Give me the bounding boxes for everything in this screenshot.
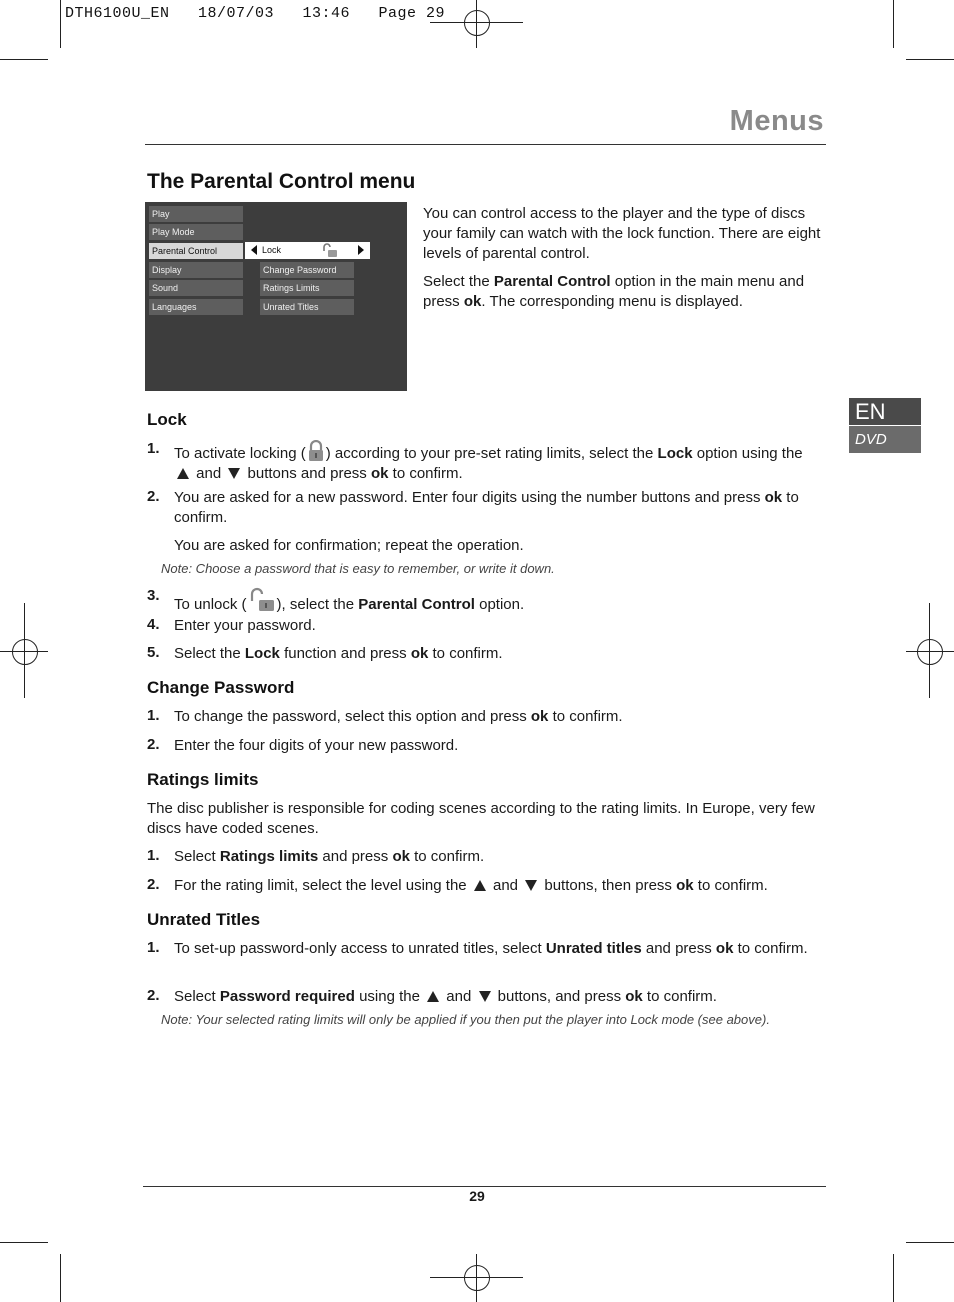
- print-stamp: DTH6100U_EN 18/07/03 13:46 Page 29: [65, 5, 446, 22]
- up-arrow-icon: [427, 991, 439, 1002]
- section-code: DVD: [849, 426, 921, 453]
- step-number: 5.: [147, 644, 160, 661]
- lock-step-3: To unlock ( ), select the Parental Control option.: [174, 587, 824, 615]
- step-number: 3.: [147, 587, 160, 604]
- step-number: 1.: [147, 707, 160, 724]
- submenu-item: Unrated Titles: [260, 299, 354, 315]
- lock-value-bar: [245, 242, 370, 259]
- page-title: The Parental Control menu: [147, 170, 416, 193]
- step-number: 2.: [147, 876, 160, 893]
- unrated-step-1: To set-up password-only access to unrated titles, select Unrated titles and press ok to confirm.: [174, 940, 808, 957]
- language-code: EN: [849, 398, 921, 425]
- down-arrow-icon: [228, 468, 240, 479]
- intro-paragraph-2: Select the Parental Control option in the main menu and press ok. The corresponding menu is displayed.: [423, 273, 805, 310]
- step-number: 1.: [147, 847, 160, 864]
- page-number: 29: [469, 1188, 485, 1204]
- lock-step-2: You are asked for a new password. Enter four digits using the number buttons and press ok to confirm.: [174, 489, 799, 526]
- step-number: 1.: [147, 939, 160, 956]
- section-title: Menus: [729, 105, 824, 137]
- unrated-heading: Unrated Titles: [147, 910, 261, 929]
- step-number: 2.: [147, 987, 160, 1004]
- step-number: 2.: [147, 488, 160, 505]
- lock-heading: Lock: [147, 410, 187, 429]
- unrated-note: Note: Your selected rating limits will only be applied if you then put the player into Lock mode (see above).: [161, 1012, 770, 1027]
- menu-item: Sound: [149, 280, 243, 296]
- left-arrow-icon: [251, 245, 257, 255]
- menu-item: Play Mode: [149, 224, 243, 240]
- lock-value: Lock: [262, 245, 282, 255]
- unlocked-padlock-icon: [247, 587, 277, 613]
- submenu-item: Ratings Limits: [260, 280, 354, 296]
- step-number: 2.: [147, 736, 160, 753]
- menu-item-selected: Parental Control: [149, 243, 243, 259]
- ratings-heading: Ratings limits: [147, 770, 259, 789]
- header-rule: [145, 144, 826, 145]
- lock-step-5: Select the Lock function and press ok to confirm.: [174, 645, 503, 662]
- menu-item: Display: [149, 262, 243, 278]
- down-arrow-icon: [479, 991, 491, 1002]
- right-arrow-icon: [358, 245, 364, 255]
- lock-step-1: To activate locking ( ) according to your pre-set rating limits, select the Lock option using the and buttons and press ok to confirm.: [174, 440, 824, 484]
- up-arrow-icon: [474, 880, 486, 891]
- down-arrow-icon: [525, 880, 537, 891]
- lock-step-2-extra: You are asked for confirmation; repeat the operation.: [174, 537, 524, 554]
- lock-note: Note: Choose a password that is easy to remember, or write it down.: [161, 561, 555, 576]
- ratings-step-1: Select Ratings limits and press ok to confirm.: [174, 848, 485, 865]
- change-password-heading: Change Password: [147, 678, 295, 697]
- footer-rule: [143, 1186, 826, 1187]
- language-tab: [849, 398, 921, 453]
- ratings-step-2: For the rating limit, select the level using the and buttons, then press ok to confirm.: [174, 877, 768, 894]
- intro-paragraph-1: You can control access to the player and the type of discs your family can watch with the lock function. There are eight levels of parental control.: [423, 205, 821, 262]
- submenu-item: Change Password: [260, 262, 354, 278]
- change-password-step-1: To change the password, select this option and press ok to confirm.: [174, 708, 623, 725]
- change-password-step-2: Enter the four digits of your new password.: [174, 737, 459, 754]
- menu-item: Languages: [149, 299, 243, 315]
- menu-item: Play: [149, 206, 243, 222]
- up-arrow-icon: [177, 468, 189, 479]
- step-number: 4.: [147, 616, 160, 633]
- unlocked-padlock-icon: [321, 243, 339, 258]
- locked-padlock-icon: [306, 440, 326, 462]
- step-number: 1.: [147, 440, 160, 457]
- ratings-intro: The disc publisher is responsible for coding scenes according to the rating limits. In Europe, very few discs have coded scenes.: [147, 800, 815, 837]
- lock-step-4: Enter your password.: [174, 617, 316, 634]
- parental-control-menu-screenshot: [145, 202, 407, 391]
- unrated-step-2: Select Password required using the and buttons, and press ok to confirm.: [174, 988, 717, 1005]
